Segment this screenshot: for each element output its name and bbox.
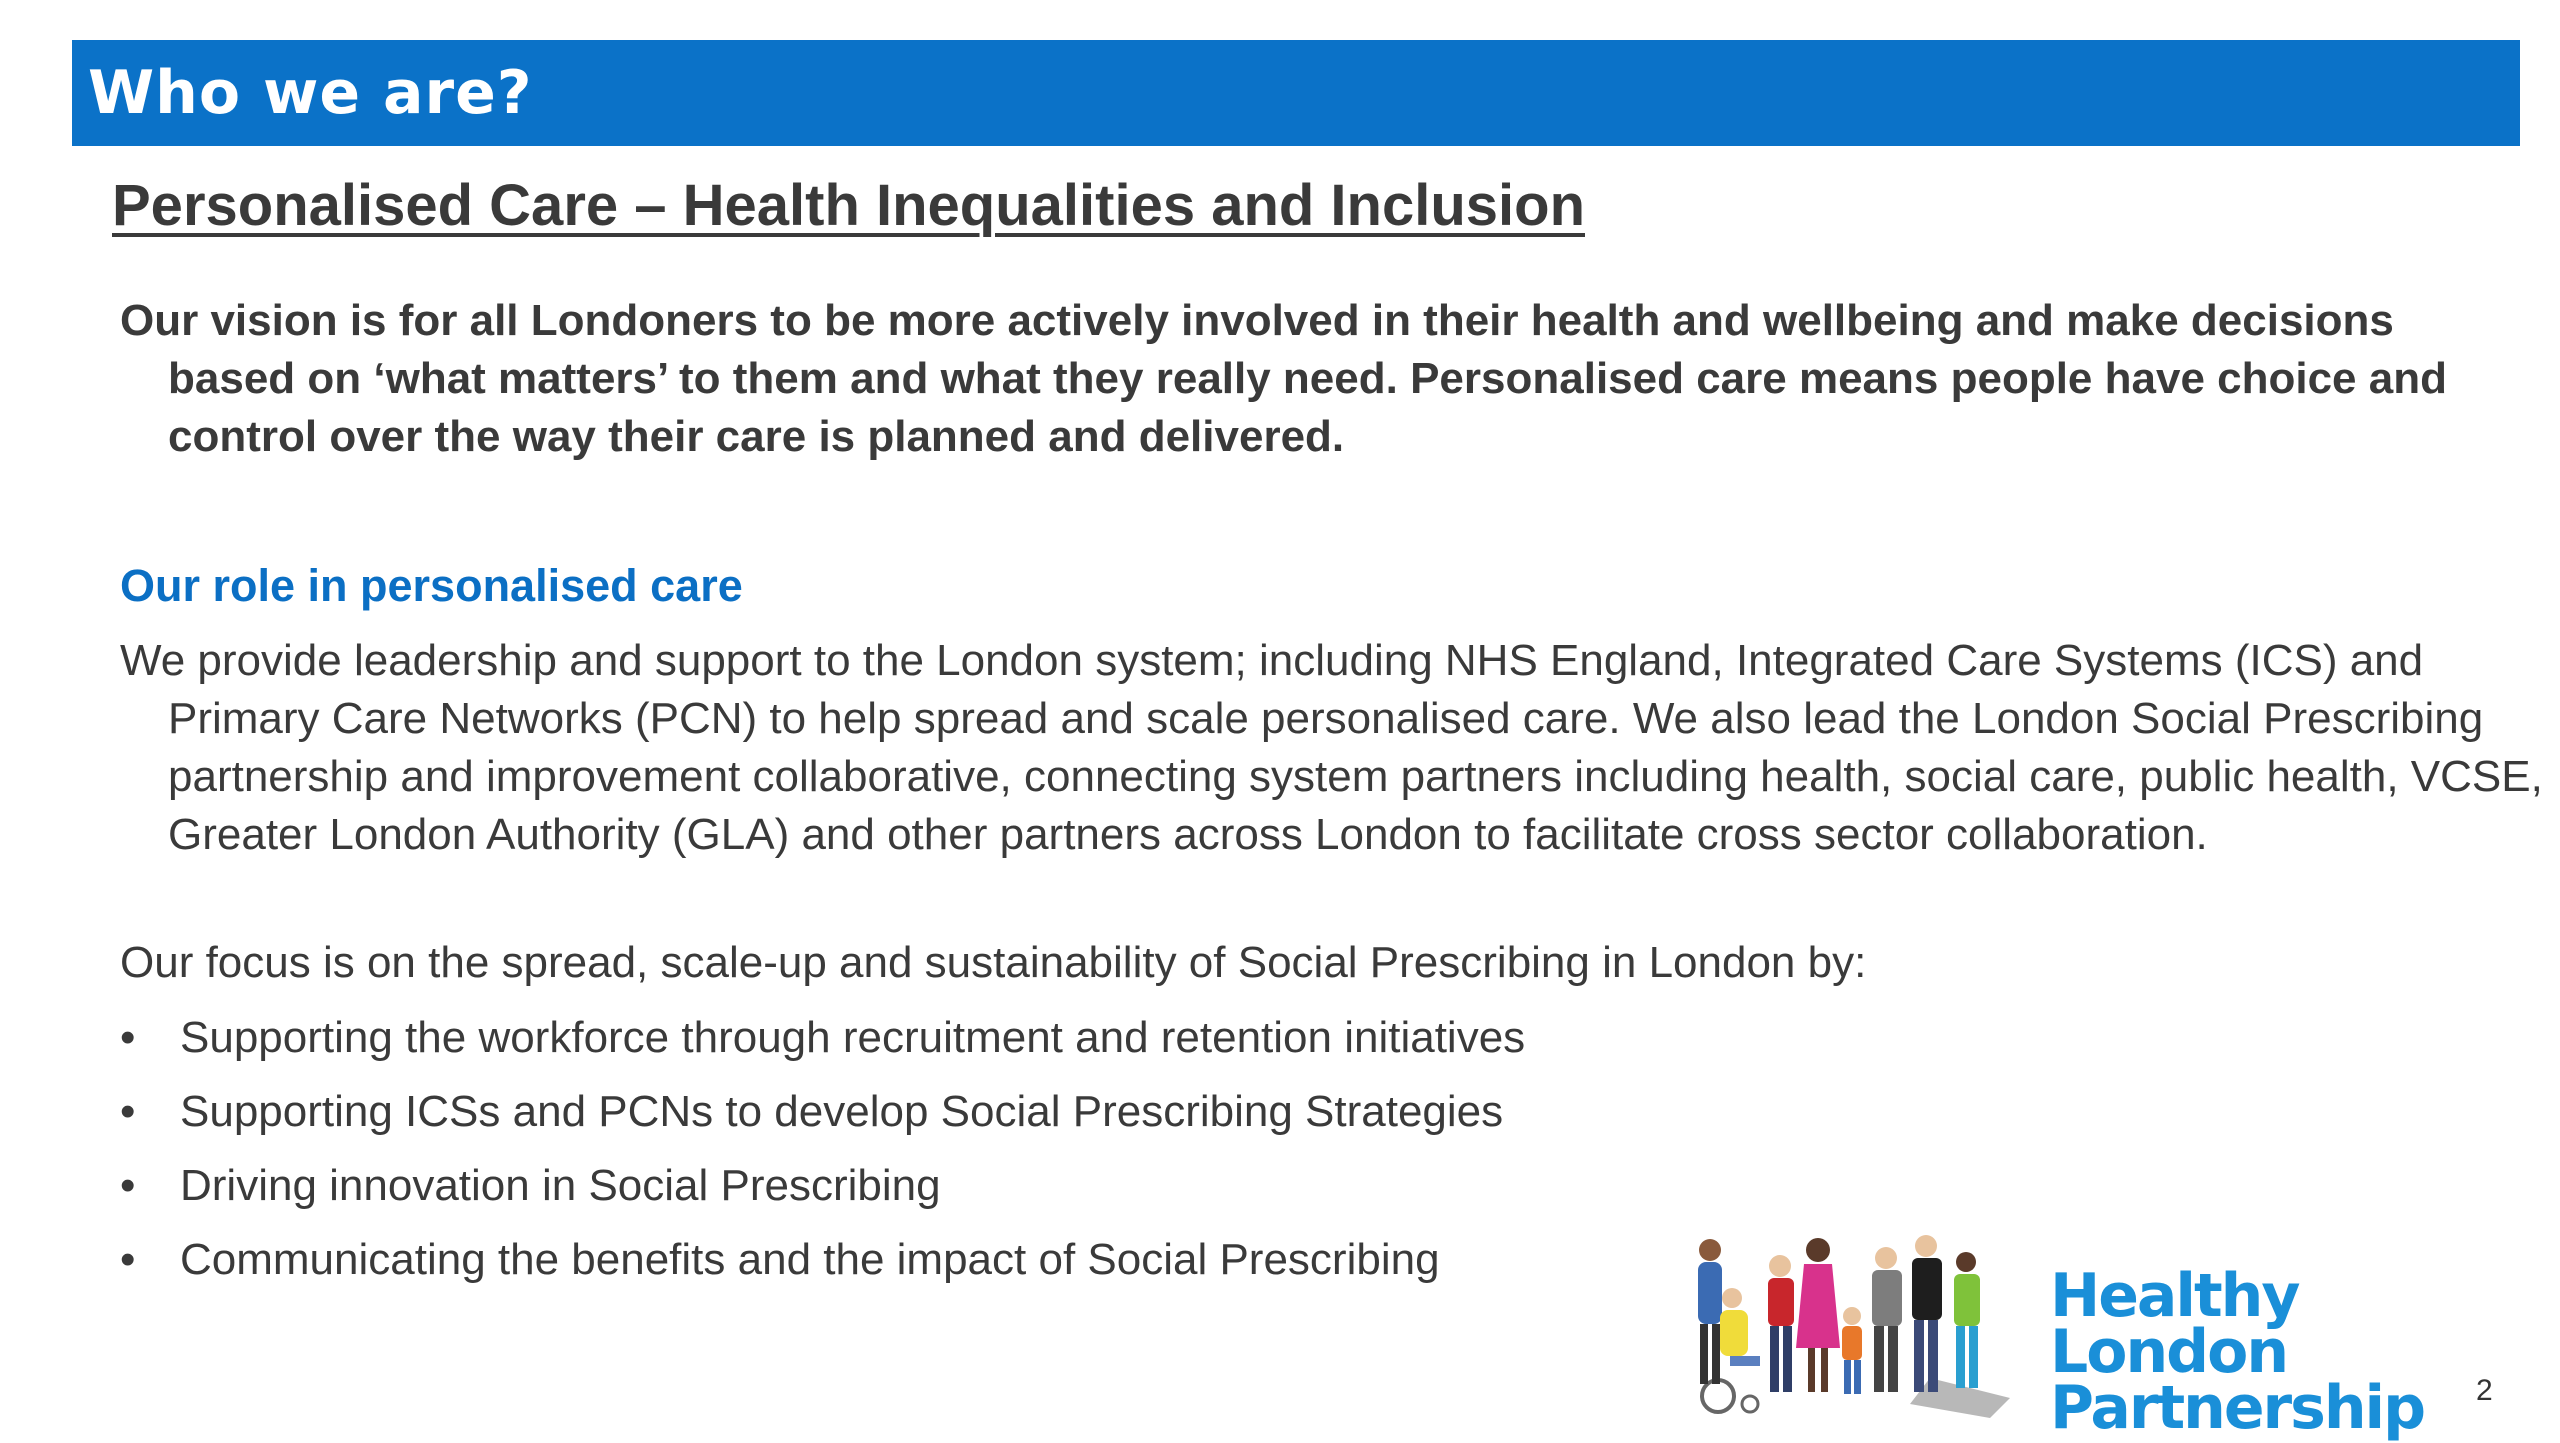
bullet-icon: • xyxy=(120,1087,136,1136)
header-bar xyxy=(72,40,2520,146)
slide-title: Who we are? xyxy=(88,58,533,128)
vision-statement: Our vision is for all Londoners to be more actively involved in their health and wellbeing and make decisions based on ‘what matters’ to them and what they really need. Personalised care means people have choice and control over the way their care is planned and delivered. xyxy=(120,296,2447,461)
logo-line-1: Healthy London xyxy=(2050,1261,2299,1387)
bullet-icon: • xyxy=(120,1235,136,1284)
healthy-london-partnership-logo xyxy=(1680,1228,2520,1443)
bullet-text: Supporting the workforce through recruitment and retention initiatives xyxy=(180,1013,1526,1062)
people-group-icon xyxy=(1680,1228,2040,1418)
logo-line-2: Partnership xyxy=(2050,1373,2425,1443)
role-heading: Our role in personalised care xyxy=(120,560,743,611)
bullet-icon: • xyxy=(120,1013,136,1062)
bullet-icon: • xyxy=(120,1161,136,1210)
bullet-text: Communicating the benefits and the impact of Social Prescribing xyxy=(180,1235,1440,1284)
focus-intro: Our focus is on the spread, scale-up and sustainability of Social Prescribing in London by: xyxy=(120,938,1867,987)
page-number: 2 xyxy=(2476,1374,2493,1407)
role-paragraph: We provide leadership and support to the London system; including NHS England, Integrated Care Systems (ICS) and Primary Care Networks (PCN) to help spread and scale personalised care. We also lead the London Social Prescribing partnership and improvement collaborative, connecting system partners including health, social care, public health, VCSE, Greater London Authority (GLA) and other partners across London to facilitate cross sector collaboration. xyxy=(120,636,2543,859)
bullet-text: Supporting ICSs and PCNs to develop Social Prescribing Strategies xyxy=(180,1087,1504,1136)
section-subtitle: Personalised Care – Health Inequalities and Inclusion xyxy=(112,173,1585,238)
logo-wordmark xyxy=(2050,1261,2520,1443)
bullet-text: Driving innovation in Social Prescribing xyxy=(180,1161,941,1210)
